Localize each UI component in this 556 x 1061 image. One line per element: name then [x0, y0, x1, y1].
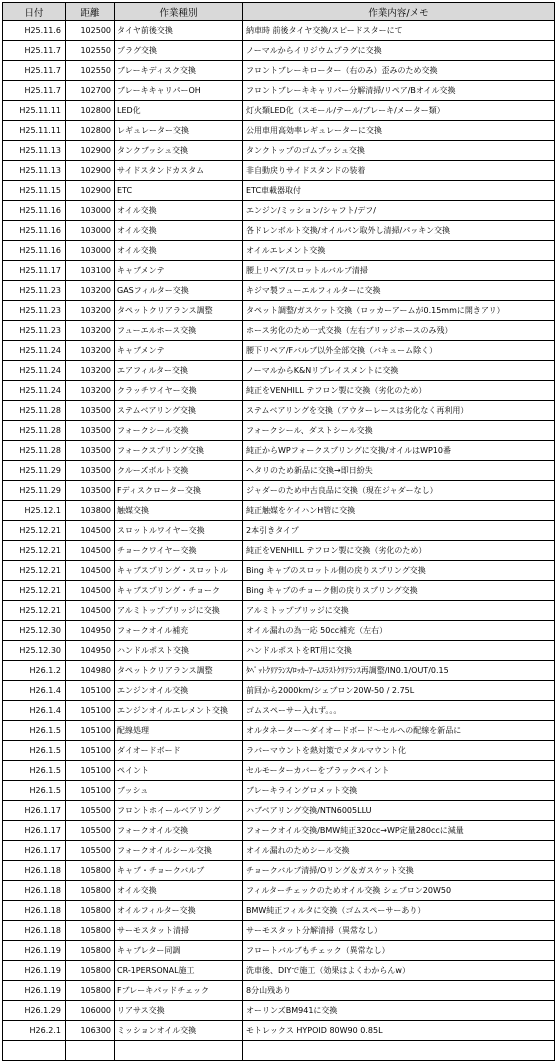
work-memo-cell: Bing キャブのチョーク側の戻りスプリング交換: [243, 581, 555, 601]
table-row: [3, 21, 555, 41]
table-row: [3, 261, 555, 281]
distance-cell: 104950: [66, 641, 115, 661]
date-cell: H25.11.13: [3, 141, 66, 161]
work-memo-cell: オイルエレメント交換: [243, 241, 555, 261]
table-row: [3, 241, 555, 261]
table-row: [3, 561, 555, 581]
distance-cell: 103200: [66, 381, 115, 401]
work-memo-cell: ステムベアリングを交換（アウターレースは劣化なく再利用）: [243, 401, 555, 421]
work-type-cell: タペットクリアランス調整: [115, 661, 243, 681]
work-memo-cell: BMW純正フィルタに交換（ゴムスペーサーあり）: [243, 901, 555, 921]
distance-cell: 104500: [66, 521, 115, 541]
work-type-cell: キャブ・チョークバルブ: [115, 861, 243, 881]
date-cell: H25.11.11: [3, 121, 66, 141]
distance-cell: 105800: [66, 861, 115, 881]
date-cell: H26.1.17: [3, 841, 66, 861]
work-type-cell: Fディスクローター交換: [115, 481, 243, 501]
distance-cell: 103200: [66, 361, 115, 381]
work-type-cell: サイドスタンドカスタム: [115, 161, 243, 181]
work-type-cell: キャブメンテ: [115, 261, 243, 281]
work-memo-cell: オイル漏れのためシール交換: [243, 841, 555, 861]
date-cell: H25.11.15: [3, 181, 66, 201]
table-row: [3, 501, 555, 521]
table-row: [3, 661, 555, 681]
work-memo-cell: フロントブレーキキャリパー分解清掃/リペア/Bオイル交換: [243, 81, 555, 101]
table-row: [3, 61, 555, 81]
table-row: [3, 761, 555, 781]
table-row: [3, 1021, 555, 1041]
work-memo-cell: ハンドルポストをRT用に交換: [243, 641, 555, 661]
date-cell: H26.1.29: [3, 1001, 66, 1021]
work-memo-cell: 非自動戻りサイドスタンドの装着: [243, 161, 555, 181]
work-type-cell: エアフィルター交換: [115, 361, 243, 381]
distance-cell: 103200: [66, 341, 115, 361]
table-row: [3, 101, 555, 121]
work-type-cell: ミッションオイル交換: [115, 1021, 243, 1041]
work-memo-cell: 純正をVENHILL テフロン製に交換（劣化のため）: [243, 541, 555, 561]
table-row: [3, 481, 555, 501]
table-row: [3, 641, 555, 661]
distance-cell: 105500: [66, 801, 115, 821]
distance-cell: 103200: [66, 301, 115, 321]
distance-cell: 102900: [66, 141, 115, 161]
work-memo-cell: ラバーマウントを熱対策でメタルマウント化: [243, 741, 555, 761]
header-row: [3, 3, 555, 21]
work-type-cell: スロットルワイヤー交換: [115, 521, 243, 541]
date-cell: H26.1.5: [3, 721, 66, 741]
date-cell: H25.11.24: [3, 341, 66, 361]
work-type-cell: ハンドルポスト交換: [115, 641, 243, 661]
work-memo-cell: 前回から2000km/シェブロン20W-50 / 2.75L: [243, 681, 555, 701]
date-cell: H25.12.30: [3, 641, 66, 661]
table-row: [3, 921, 555, 941]
work-type-cell: フォークオイルシール交換: [115, 841, 243, 861]
work-memo-cell: 2本引きタイプ: [243, 521, 555, 541]
date-cell: H25.11.29: [3, 461, 66, 481]
date-cell: H25.11.11: [3, 101, 66, 121]
table-row: [3, 301, 555, 321]
distance-cell: 106000: [66, 1001, 115, 1021]
distance-cell: 105100: [66, 721, 115, 741]
date-cell: H25.11.7: [3, 81, 66, 101]
date-cell: H25.11.17: [3, 261, 66, 281]
distance-cell: 105100: [66, 701, 115, 721]
work-memo-cell: ノーマルからK&Nリプレイスメントに交換: [243, 361, 555, 381]
work-memo-cell: フォークオイル交換/BMW純正320cc→WP定量280ccに減量: [243, 821, 555, 841]
distance-cell: 103200: [66, 281, 115, 301]
work-type-cell: オイル交換: [115, 241, 243, 261]
table-row: [3, 701, 555, 721]
distance-cell: 105800: [66, 941, 115, 961]
work-memo-cell: キジマ製フューエルフィルターに交換: [243, 281, 555, 301]
date-cell: H26.1.18: [3, 881, 66, 901]
work-memo-cell: オイル漏れの為一応 50cc補充（左右）: [243, 621, 555, 641]
date-cell: H26.1.18: [3, 901, 66, 921]
work-memo-cell: 純正触媒をケイハンH管に交換: [243, 501, 555, 521]
work-type-cell: LED化: [115, 101, 243, 121]
distance-cell: 102700: [66, 81, 115, 101]
work-type-cell: ペイント: [115, 761, 243, 781]
work-type-cell: キャブレター同調: [115, 941, 243, 961]
distance-cell: 105800: [66, 961, 115, 981]
distance-cell: 105500: [66, 821, 115, 841]
date-cell: H25.11.28: [3, 401, 66, 421]
work-type-cell: タンクブッシュ交換: [115, 141, 243, 161]
table-row: [3, 41, 555, 61]
work-memo-cell: タンクトップのゴムブッシュ交換: [243, 141, 555, 161]
table-row: [3, 521, 555, 541]
work-memo-cell: セルモーターカバーをブラックペイント: [243, 761, 555, 781]
table-row: [3, 161, 555, 181]
table-row: [3, 581, 555, 601]
work-type-cell: サーモスタット清掃: [115, 921, 243, 941]
table-row: [3, 801, 555, 821]
date-cell: H26.1.17: [3, 821, 66, 841]
distance-cell: 103000: [66, 241, 115, 261]
date-cell: H26.1.4: [3, 681, 66, 701]
table-row: [3, 201, 555, 221]
distance-cell: 104500: [66, 601, 115, 621]
date-cell: H25.11.16: [3, 241, 66, 261]
date-cell: H25.11.28: [3, 441, 66, 461]
table-row: [3, 541, 555, 561]
date-cell: H25.11.24: [3, 381, 66, 401]
date-cell: H25.12.30: [3, 621, 66, 641]
work-memo-cell: 純正をVENHILL テフロン製に交換（劣化のため）: [243, 381, 555, 401]
work-type-cell: クルーズボルト交換: [115, 461, 243, 481]
distance-cell: 103500: [66, 461, 115, 481]
work-memo-cell: モトレックス HYPOID 80W90 0.85L: [243, 1021, 555, 1041]
header-work-type: 作業種別: [115, 3, 243, 21]
work-memo-cell: フィルターチェックのためオイル交換 シェブロン20W50: [243, 881, 555, 901]
maintenance-log-sheet: [2, 2, 554, 1061]
date-cell: H25.11.7: [3, 61, 66, 81]
table-row: [3, 621, 555, 641]
work-memo-cell: 洗車後、DIYで施工（効果はよくわからんw）: [243, 961, 555, 981]
distance-cell: 103000: [66, 221, 115, 241]
work-type-cell: タイヤ前後交換: [115, 21, 243, 41]
work-type-cell: フォークオイル補充: [115, 621, 243, 641]
distance-cell: 104980: [66, 661, 115, 681]
table-row: [3, 901, 555, 921]
distance-cell: 105800: [66, 881, 115, 901]
header-work-memo: 作業内容/メモ: [243, 3, 555, 21]
work-type-cell: Fブレーキパッドチェック: [115, 981, 243, 1001]
work-type-cell: ステムベアリング交換: [115, 401, 243, 421]
date-cell: H25.12.1: [3, 501, 66, 521]
table-row: [3, 601, 555, 621]
work-type-cell: アルミトップブリッジに交換: [115, 601, 243, 621]
table-row: [3, 321, 555, 341]
work-memo-cell: タペット調整/ガスケット交換（ロッカーアームが0.15mmに開きアリ）: [243, 301, 555, 321]
date-cell: H26.1.5: [3, 741, 66, 761]
work-type-cell: ブレーキキャリパーOH: [115, 81, 243, 101]
distance-cell: 105100: [66, 741, 115, 761]
work-type-cell: GASフィルター交換: [115, 281, 243, 301]
work-type-cell: エンジンオイルエレメント交換: [115, 701, 243, 721]
distance-cell: 105100: [66, 781, 115, 801]
work-type-cell: エンジンオイル交換: [115, 681, 243, 701]
work-memo-cell: フロートバルブもチェック（異常なし）: [243, 941, 555, 961]
table-row: [3, 81, 555, 101]
distance-cell: 103000: [66, 201, 115, 221]
distance-cell: 104950: [66, 621, 115, 641]
work-memo-cell: ブレーキライングロメット交換: [243, 781, 555, 801]
table-row: [3, 881, 555, 901]
date-cell: H26.1.19: [3, 961, 66, 981]
date-cell: H26.1.4: [3, 701, 66, 721]
work-type-cell: クラッチワイヤー交換: [115, 381, 243, 401]
date-cell: H26.1.5: [3, 761, 66, 781]
date-cell: H25.11.24: [3, 361, 66, 381]
table-row: [3, 961, 555, 981]
work-memo-cell: 納車時 前後タイヤ交換/スピードスターにて: [243, 21, 555, 41]
work-type-cell: フォークスプリング交換: [115, 441, 243, 461]
date-cell: H26.2.1: [3, 1021, 66, 1041]
date-cell: H25.11.16: [3, 201, 66, 221]
table-row: [3, 841, 555, 861]
work-type-cell: フューエルホース交換: [115, 321, 243, 341]
work-type-cell: タペットクリアランス調整: [115, 301, 243, 321]
table-row: [3, 681, 555, 701]
work-type-cell: キャブメンテ: [115, 341, 243, 361]
distance-cell: 102550: [66, 41, 115, 61]
date-cell: H26.1.18: [3, 861, 66, 881]
work-memo-cell: フォークシール、ダストシール交換: [243, 421, 555, 441]
work-type-cell: レギュレーター交換: [115, 121, 243, 141]
work-type-cell: キャブスプリング・チョーク: [115, 581, 243, 601]
work-type-cell: フォークシール交換: [115, 421, 243, 441]
work-memo-cell: アルミトップブリッジに交換: [243, 601, 555, 621]
work-memo-cell: 各ドレンボルト交換/オイルパン取外し清掃/パッキン交換: [243, 221, 555, 241]
date-cell: H25.12.21: [3, 521, 66, 541]
work-type-cell: リアサス交換: [115, 1001, 243, 1021]
work-memo-cell: ジャダーのため中古良品に交換（現在ジャダーなし）: [243, 481, 555, 501]
distance-cell: 103800: [66, 501, 115, 521]
distance-cell: 103200: [66, 321, 115, 341]
date-cell: H26.1.2: [3, 661, 66, 681]
table-row: [3, 381, 555, 401]
work-type-cell: オイル交換: [115, 201, 243, 221]
header-date: 日付: [3, 3, 66, 21]
table-row: [3, 221, 555, 241]
work-type-cell: 配線処理: [115, 721, 243, 741]
date-cell: H25.12.21: [3, 601, 66, 621]
work-memo-cell: ﾀﾍﾟｯﾄｸﾘｱﾗﾝｽ/ﾛｯｶｰｱｰﾑｽﾗｽﾄｸﾘｱﾗﾝｽ再調整/IN0.1/OUT/0.15: [243, 661, 555, 681]
work-memo-cell: 8分山残あり: [243, 981, 555, 1001]
table-row: [3, 981, 555, 1001]
work-memo-cell: フロントブレーキローター（右のみ）歪みのため交換: [243, 61, 555, 81]
work-type-cell: CR-1PERSONAL施工: [115, 961, 243, 981]
work-memo-cell: チョークバルブ清掃/Oリング＆ガスケット交換: [243, 861, 555, 881]
date-cell: H25.11.28: [3, 421, 66, 441]
table-row: [3, 341, 555, 361]
distance-cell: 102800: [66, 101, 115, 121]
table-body: [3, 21, 555, 1061]
work-memo-cell: オルタネーター～ダイオードボード～セルへの配線を新品に: [243, 721, 555, 741]
table-row: [3, 121, 555, 141]
work-type-cell: フォークオイル交換: [115, 821, 243, 841]
date-cell: H25.11.7: [3, 41, 66, 61]
table-row: [3, 781, 555, 801]
header-distance: 距離: [66, 3, 115, 21]
work-type-cell: プラグ交換: [115, 41, 243, 61]
work-type-cell: キャブスプリング・スロットル: [115, 561, 243, 581]
date-cell: H25.11.6: [3, 21, 66, 41]
distance-cell: 105100: [66, 761, 115, 781]
work-memo-cell: オーリンズBM941に交換: [243, 1001, 555, 1021]
work-memo-cell: ヘタリのため新品に交換→即日紛失: [243, 461, 555, 481]
distance-cell: 105800: [66, 921, 115, 941]
distance-cell: 102550: [66, 61, 115, 81]
date-cell: H26.1.5: [3, 781, 66, 801]
date-cell: H25.12.21: [3, 541, 66, 561]
date-cell: H26.1.17: [3, 801, 66, 821]
work-type-cell: ETC: [115, 181, 243, 201]
work-memo-cell: ゴムスペーサー入れず。。。: [243, 701, 555, 721]
distance-cell: 102500: [66, 21, 115, 41]
work-type-cell: オイル交換: [115, 221, 243, 241]
work-type-cell: 触媒交換: [115, 501, 243, 521]
work-memo-cell: ホース劣化のため一式交換（左右ブリッジホースのみ残）: [243, 321, 555, 341]
distance-cell: 105800: [66, 981, 115, 1001]
work-memo-cell: 灯火類LED化（スモール/テール/ブレーキ/メーター類）: [243, 101, 555, 121]
work-memo-cell: ハブベアリング交換/NTN6005LLU: [243, 801, 555, 821]
work-memo-cell: 腰上リペア/スロットルバルブ清掃: [243, 261, 555, 281]
table-row: [3, 461, 555, 481]
table-row: [3, 281, 555, 301]
table-row: [3, 441, 555, 461]
maintenance-log-table: [2, 2, 555, 1061]
distance-cell: 103500: [66, 421, 115, 441]
date-cell: H25.11.23: [3, 321, 66, 341]
date-cell: H25.12.21: [3, 561, 66, 581]
date-cell: H25.12.21: [3, 581, 66, 601]
distance-cell: 103100: [66, 261, 115, 281]
date-cell: H25.11.16: [3, 221, 66, 241]
distance-cell: 103500: [66, 481, 115, 501]
work-memo-cell: 純正からWPフォークスプリングに交換/オイルはWP10番: [243, 441, 555, 461]
work-memo-cell: サーモスタット分解清掃（異常なし）: [243, 921, 555, 941]
distance-cell: 104500: [66, 581, 115, 601]
date-cell: H25.11.23: [3, 301, 66, 321]
date-cell: H25.11.23: [3, 281, 66, 301]
distance-cell: 106300: [66, 1021, 115, 1041]
work-type-cell: オイルフィルター交換: [115, 901, 243, 921]
distance-cell: 102800: [66, 121, 115, 141]
work-memo-cell: エンジン/ミッション/シャフト/デフ/: [243, 201, 555, 221]
table-row: [3, 721, 555, 741]
work-type-cell: ダイオードボード: [115, 741, 243, 761]
distance-cell: 105500: [66, 841, 115, 861]
table-row: [3, 141, 555, 161]
work-type-cell: ブッシュ: [115, 781, 243, 801]
date-cell: H26.1.19: [3, 981, 66, 1001]
distance-cell: 103500: [66, 441, 115, 461]
distance-cell: 105100: [66, 681, 115, 701]
work-memo-cell: ノーマルからイリジウムプラグに交換: [243, 41, 555, 61]
table-row: [3, 741, 555, 761]
work-type-cell: チョークワイヤー交換: [115, 541, 243, 561]
distance-cell: 103500: [66, 401, 115, 421]
table-row: [3, 941, 555, 961]
date-cell: H25.11.13: [3, 161, 66, 181]
work-memo-cell: 腰下リペア/Fバルブ以外全部交換（バキューム除く）: [243, 341, 555, 361]
distance-cell: 104500: [66, 541, 115, 561]
distance-cell: 105800: [66, 901, 115, 921]
date-cell: H26.1.19: [3, 941, 66, 961]
work-type-cell: オイル交換: [115, 881, 243, 901]
work-type-cell: ブレーキディスク交換: [115, 61, 243, 81]
work-memo-cell: Bing キャブのスロットル側の戻りスプリング交換: [243, 561, 555, 581]
work-memo-cell: 公用車用高効率レギュレーターに交換: [243, 121, 555, 141]
table-row: [3, 861, 555, 881]
table-row: [3, 421, 555, 441]
date-cell: H25.11.29: [3, 481, 66, 501]
table-row: [3, 821, 555, 841]
table-row: [3, 401, 555, 421]
table-row: [3, 1001, 555, 1021]
distance-cell: 102900: [66, 161, 115, 181]
date-cell: H26.1.18: [3, 921, 66, 941]
table-row: [3, 361, 555, 381]
work-type-cell: フロントホイールベアリング: [115, 801, 243, 821]
table-row: [3, 181, 555, 201]
distance-cell: 104500: [66, 561, 115, 581]
distance-cell: 102900: [66, 181, 115, 201]
work-memo-cell: ETC車載器取付: [243, 181, 555, 201]
